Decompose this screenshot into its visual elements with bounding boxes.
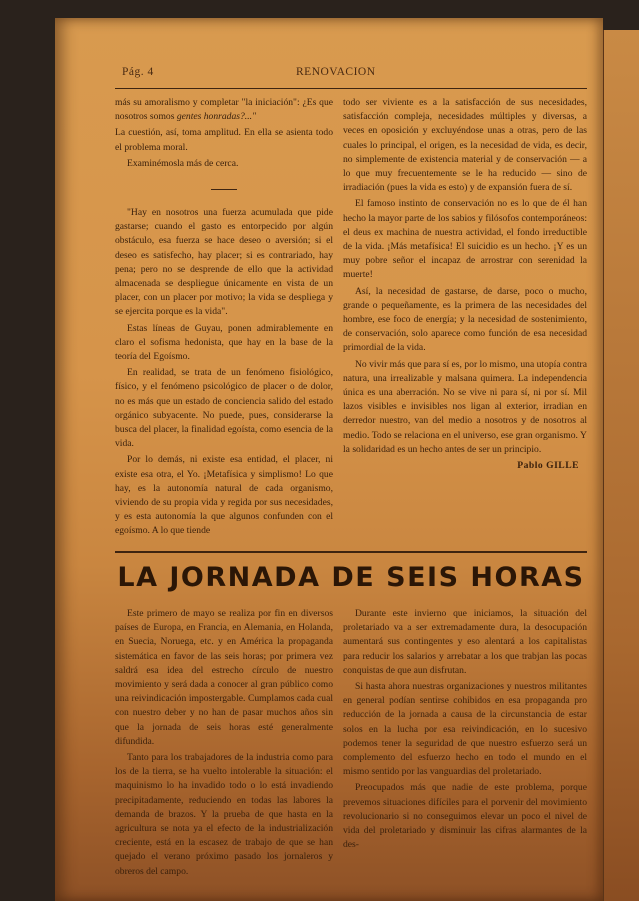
header-rule — [115, 88, 587, 89]
article-title: LA JORNADA DE SEIS HORAS — [117, 562, 585, 593]
emphasized-text: gentes honradas?..." — [176, 111, 257, 123]
adjacent-page-edge — [603, 30, 639, 901]
paragraph: todo ser viviente es a la satisfacción de sus necesidades, satisfacción compleja, necesidades múltiples y diversas, a veces en oposición y excluyéndose unas a otras, pero de las cuales lo principal, el origen, es la necesidad de vida, es decir, no simplemente de existencia material y de conservación — a lo que muy frecuentemente se le ha reducido — sino de irradiación (pues la vida es esto) y de expansión fuera de sí. — [343, 97, 587, 194]
paragraph: Así, la necesidad de gastarse, de darse, poco o mucho, grande o pequeñamente, es la primera de las necesidades del hombre, ese foco de energía; y la necesidad de sostenimiento, de conservación, solo aparece como función de esa necesidad primordial de la vida. — [343, 285, 587, 354]
article1-right-column — [343, 96, 587, 473]
paragraph-text: más su amoralismo y completar "la iniciación": ¿Es que nosotros somos — [115, 97, 333, 123]
paragraph: En realidad, se trata de un fenómeno fisiológico, físico, y el fenómeno psicológico de placer o de dolor, no es más que un estado de conciencia salido del estado orgánico subyacente. No puede, pues, considerarse la busca del placer, la finalidad egoísta, como esencia de la vida. — [115, 367, 333, 450]
paragraph: Preocupados más que nadie de este problema, porque prevemos situaciones difíciles para el porvenir del movimiento revolucionario si no conseguimos elevar un poco el nivel de vida del proletariado y disminuir las cifras alarmantes de la des- — [343, 782, 587, 851]
author-signature: Pablo GILLE — [517, 460, 579, 472]
article2-right-column — [343, 607, 587, 854]
page-number: Pág. 4 — [122, 66, 154, 78]
paragraph: Si hasta ahora nuestras organizaciones y nuestros militantes en general podían sentirse cohibidos en esa propaganda pro reducción de la jornada a causa de la circunstancia de estar solos en la lucha por esa reivindicación, en lo sucesivo podemos tener la seguridad de que nuestro esfuerzo será un complemento del esfuerzo hecho en todo el mundo en el mismo sentido por las vanguardias del proletariado. — [343, 681, 587, 778]
publication-title: RENOVACION — [296, 66, 376, 78]
paragraph: Por lo demás, ni existe esa entidad, el placer, ni existe esa otra, el Yo. ¡Metafísica y simplismo! Lo que hay, es la autonomía natural de cada organismo, viviendo de su propia vida y regida por sus necesidades, y es esta autonomía la que algunos confunden con el egoísmo. A lo que tiende — [115, 454, 333, 537]
paragraph: Examinémosla más de cerca. — [127, 157, 239, 169]
paragraph: El famoso instinto de conservación no es lo que de él han hecho la mayor parte de los sabios y filósofos contemporáneos: el deus ex machina de nuestra actividad, el fondo irreductible de la vida. ¡Más metafísica! El suicidio es un hecho. ¡Y es un muy pobre señor el incapaz de arrostrar con serenidad la muerte! — [343, 198, 587, 281]
article2-left-column — [115, 607, 333, 881]
article1-left-column — [115, 96, 333, 541]
paragraph: Este primero de mayo se realiza por fin en diversos países de Europa, en Francia, en Alemania, en Holanda, en Suecia, Noruega, etc. y en América la propaganda sistemática en favor de las seis horas; por primera vez saldrá esa idea del estrecho círculo de nuestro movimiento y será dada a conocer al gran público como una reivindicación impostergable. Cumplamos cada cual con nuestro deber y no han de pasar muchos años sin que la jornada de seis horas esté generalmente difundida. — [115, 608, 333, 747]
paragraph: No vivir más que para sí es, por lo mismo, una utopía contra natura, una irrealizable y malsana quimera. La independencia única es una aberración. No se vive ni para sí, ni por sí. Mil lazos visibles e invisibles nos ligan al exterior, irradian en derredor nuestro, van del medio a nosotros y de nosotros al medio. Todo se relaciona en el universo, ese gran organismo. Y la solidaridad es un hecho antes de ser un principio. — [343, 358, 587, 455]
title-rule — [115, 551, 587, 553]
section-separator — [211, 189, 237, 190]
paragraph: Durante este invierno que iniciamos, la situación del proletariado va a ser extremadamente dura, la desocupación aumentará sus contingentes y eso alentará a los capitalistas para reducir los salarios y arrebatar a los que trabjan las pocas conquistas de que aun disfrutan. — [343, 608, 587, 676]
paragraph: Estas líneas de Guyau, ponen admirablemente en claro el sofisma hedonista, que hay en la base de la teoría del Egoísmo. — [115, 322, 333, 363]
quote-paragraph: "Hay en nosotros una fuerza acumulada que pide gastarse; cuando el gasto es entorpecido por algún obstáculo, esa fuerza se hace deseo o aversión; si el deseo es satisfecho, hay placer; si es contrariado, hay pena; pero no se desprende de ello que la actividad almacenada se despliegue únicamente en vista de un placer, con un placer por motivo; la vida se despliega y se ejercita porque es la vida". — [115, 207, 333, 318]
paragraph: Tanto para los trabajadores de la industria como para los de la tierra, se ha vuelto intolerable la situación: el maquinismo lo ha invadido todo o lo está invadiendo precipitadamente, reduciendo en todas las labores la demanda de brazos. Y la prueba de que hasta en la agricultura se nota ya el efecto de la industrialización creciente, está en la escasez de trabajo de que se han quejado el verano próximo pasado los jornaleros y obreros del campo. — [115, 752, 333, 877]
paragraph: La cuestión, así, toma amplitud. En ella se asienta todo el problema moral. — [115, 127, 333, 153]
paragraph — [115, 96, 333, 124]
